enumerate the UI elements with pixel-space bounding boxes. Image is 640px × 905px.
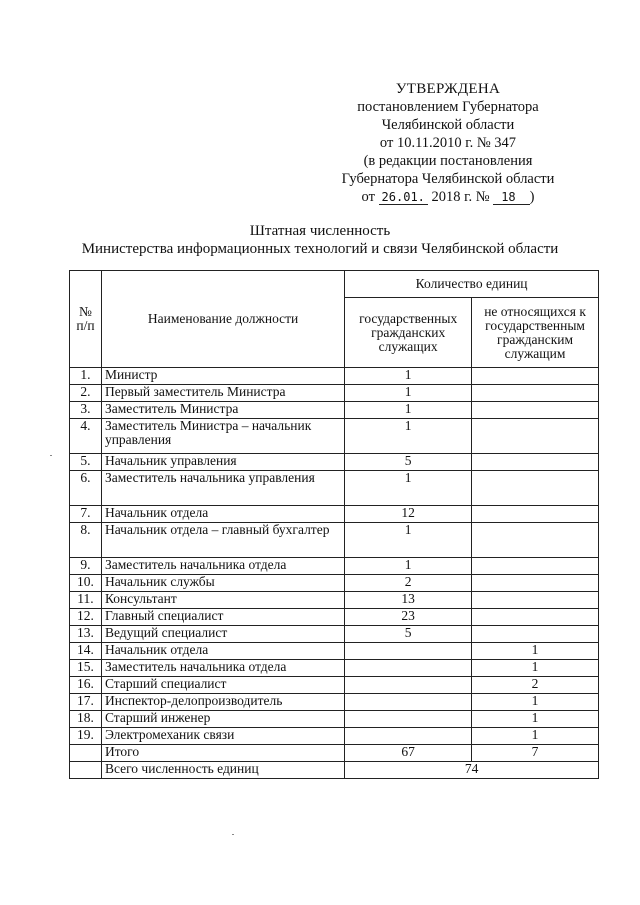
row-position-name: Главный специалист [101, 609, 344, 626]
row-number: 12. [70, 609, 102, 626]
row-position-name: Начальник отдела [101, 506, 344, 523]
row-position-name: Электромеханик связи [101, 728, 344, 745]
table-row [70, 454, 599, 471]
document-title [0, 222, 640, 258]
row-non-gov-count: 1 [472, 711, 599, 728]
row-position-name: Ведущий специалист [101, 626, 344, 643]
table-row [70, 385, 599, 402]
row-number: 9. [70, 558, 102, 575]
row-number: 15. [70, 660, 102, 677]
row-non-gov-count [472, 592, 599, 609]
row-number: 6. [70, 471, 102, 506]
table-row [70, 523, 599, 558]
row-position-name: Старший инженер [101, 711, 344, 728]
row-position-name: Начальник отдела [101, 643, 344, 660]
row-position-name: Заместитель начальника управления [101, 471, 344, 506]
row-gov-count [345, 711, 472, 728]
table-row [70, 609, 599, 626]
approval-stamp [318, 80, 578, 206]
approval-line-4: (в редакции постановления [363, 153, 533, 169]
row-number: 2. [70, 385, 102, 402]
row-number: 3. [70, 402, 102, 419]
row-gov-count: 1 [345, 558, 472, 575]
row-non-gov-count [472, 471, 599, 506]
row-non-gov-count: 1 [472, 643, 599, 660]
totals-gov: 67 [345, 745, 472, 762]
row-gov-count [345, 677, 472, 694]
row-position-name: Заместитель начальника отдела [101, 660, 344, 677]
row-gov-count [345, 728, 472, 745]
header-num: № п/п [70, 271, 102, 368]
row-position-name: Заместитель начальника отдела [101, 558, 344, 575]
row-number: 11. [70, 592, 102, 609]
row-non-gov-count [472, 368, 599, 385]
row-non-gov-count: 1 [472, 660, 599, 677]
row-gov-count: 1 [345, 419, 472, 454]
row-gov-count [345, 694, 472, 711]
grand-total-num-cell [70, 762, 102, 779]
approval-heading: УТВЕРЖДЕНА [395, 81, 501, 97]
table-row [70, 643, 599, 660]
table-row [70, 592, 599, 609]
table-row [70, 660, 599, 677]
table-row [70, 626, 599, 643]
close-paren: ) [529, 189, 535, 205]
row-position-name: Начальник отдела – главный бухгалтер [101, 523, 344, 558]
date-prefix: от [361, 189, 375, 205]
header-non-gov: не относящихся к государственным гражданским служащим [472, 298, 599, 368]
approval-date-line [318, 188, 578, 206]
row-position-name: Первый заместитель Министра [101, 385, 344, 402]
date-suffix: 2018 г. № [431, 189, 490, 205]
row-gov-count: 2 [345, 575, 472, 592]
row-number: 8. [70, 523, 102, 558]
table-row [70, 677, 599, 694]
row-non-gov-count [472, 454, 599, 471]
totals-non-gov: 7 [472, 745, 599, 762]
row-gov-count: 12 [345, 506, 472, 523]
header-gov: государственных гражданских служащих [345, 298, 472, 368]
row-gov-count: 1 [345, 368, 472, 385]
approval-line-5: Губернатора Челябинской области [341, 171, 555, 187]
row-number: 7. [70, 506, 102, 523]
row-gov-count [345, 643, 472, 660]
scan-speck [50, 455, 52, 456]
table-row [70, 728, 599, 745]
row-gov-count: 13 [345, 592, 472, 609]
totals-label: Итого [101, 745, 344, 762]
grand-total-label: Всего численность единиц [101, 762, 344, 779]
row-non-gov-count: 1 [472, 728, 599, 745]
row-gov-count: 1 [345, 523, 472, 558]
row-gov-count: 5 [345, 454, 472, 471]
row-non-gov-count [472, 558, 599, 575]
row-non-gov-count [472, 419, 599, 454]
row-non-gov-count [472, 575, 599, 592]
row-gov-count: 1 [345, 385, 472, 402]
row-gov-count: 23 [345, 609, 472, 626]
header-quantity: Количество единиц [345, 271, 599, 298]
row-position-name: Начальник управления [101, 454, 344, 471]
row-position-name: Старший специалист [101, 677, 344, 694]
row-number: 17. [70, 694, 102, 711]
grand-total-value: 74 [345, 762, 599, 779]
row-gov-count [345, 660, 472, 677]
table-row [70, 575, 599, 592]
handwritten-number: 18 [493, 190, 529, 205]
row-number: 10. [70, 575, 102, 592]
title-line-2: Министерства информационных технологий и связи Челябинской области [81, 241, 559, 257]
row-number: 4. [70, 419, 102, 454]
handwritten-date: 26.01. [379, 190, 428, 205]
row-non-gov-count [472, 385, 599, 402]
row-position-name: Консультант [101, 592, 344, 609]
row-non-gov-count [472, 506, 599, 523]
approval-line-3: от 10.11.2010 г. № 347 [379, 135, 517, 151]
table-row [70, 368, 599, 385]
row-number: 18. [70, 711, 102, 728]
scan-speck [232, 834, 234, 835]
row-non-gov-count [472, 402, 599, 419]
table-row [70, 558, 599, 575]
row-number: 5. [70, 454, 102, 471]
header-name: Наименование должности [101, 271, 344, 368]
row-number: 1. [70, 368, 102, 385]
table-row [70, 506, 599, 523]
table-row [70, 471, 599, 506]
row-position-name: Заместитель Министра – начальник управления [101, 419, 344, 454]
row-non-gov-count [472, 626, 599, 643]
staffing-table [69, 270, 599, 779]
row-number: 19. [70, 728, 102, 745]
table-row [70, 694, 599, 711]
row-position-name: Министр [101, 368, 344, 385]
approval-line-2: Челябинской области [381, 117, 515, 133]
totals-num-cell [70, 745, 102, 762]
row-non-gov-count [472, 523, 599, 558]
row-number: 13. [70, 626, 102, 643]
row-gov-count: 5 [345, 626, 472, 643]
row-number: 16. [70, 677, 102, 694]
table-row [70, 402, 599, 419]
row-gov-count: 1 [345, 402, 472, 419]
row-non-gov-count [472, 609, 599, 626]
row-position-name: Начальник службы [101, 575, 344, 592]
row-position-name: Заместитель Министра [101, 402, 344, 419]
row-non-gov-count: 2 [472, 677, 599, 694]
table-row [70, 711, 599, 728]
table-row [70, 419, 599, 454]
row-position-name: Инспектор-делопроизводитель [101, 694, 344, 711]
title-line-1: Штатная численность [249, 223, 391, 239]
row-number: 14. [70, 643, 102, 660]
row-gov-count: 1 [345, 471, 472, 506]
approval-line-1: постановлением Губернатора [357, 99, 539, 115]
row-non-gov-count: 1 [472, 694, 599, 711]
